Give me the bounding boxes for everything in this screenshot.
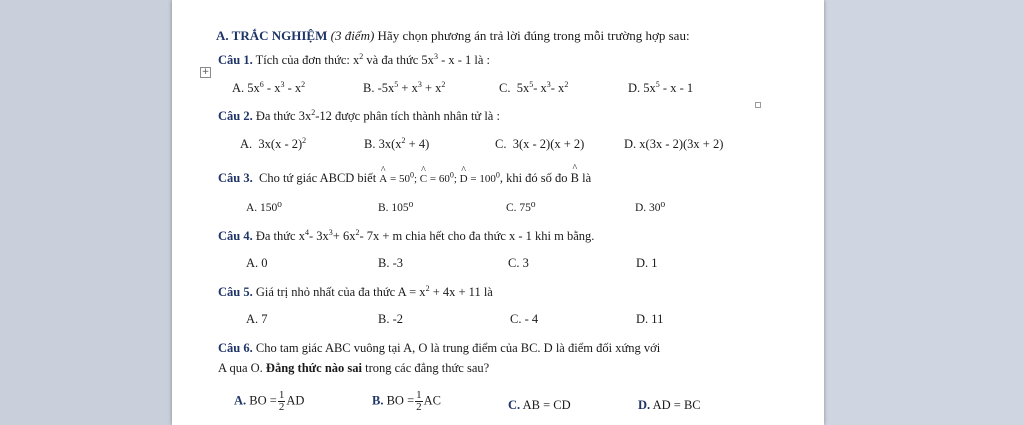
question-5-text-a: Giá trị nhỏ nhất của đa thức A = x bbox=[255, 285, 426, 299]
q1-option-d-label: D. bbox=[628, 81, 641, 95]
q6-option-c-label: C. bbox=[508, 398, 521, 412]
q6-option-a-fraction bbox=[278, 390, 286, 413]
section-instruction: Hãy chọn phương án trả lời đúng trong mỗi trường hợp sau: bbox=[377, 28, 690, 43]
q2-option-c-label: C. bbox=[495, 137, 507, 151]
q6-option-b-rhs: AC bbox=[423, 393, 442, 408]
question-6-line-1 bbox=[218, 341, 660, 356]
question-3-text-a: Cho tứ giác ABCD biết bbox=[258, 171, 377, 185]
q1-option-d[interactable]: D. $5x^5$ - x - 1 bbox=[628, 79, 694, 95]
q1-option-a[interactable]: A. $5x^6 - x^3 - x^2$ bbox=[232, 79, 306, 95]
q6-option-b-fraction bbox=[415, 390, 423, 413]
left-margin-area bbox=[0, 0, 172, 425]
q6-option-b-num: 1 bbox=[416, 389, 422, 401]
q1-option-b[interactable]: B. $-5x^5 + x^3 + x^2$ bbox=[363, 79, 446, 95]
question-6-emphasis: Đẳng thức nào sai bbox=[265, 361, 362, 375]
q6-option-a-den: 2 bbox=[278, 401, 285, 413]
q2-option-b-label: B. bbox=[364, 137, 376, 151]
question-6-text-line-2a: A qua O. bbox=[218, 361, 263, 375]
q1-exp-2: 3 bbox=[433, 51, 438, 61]
q6-option-c[interactable] bbox=[508, 398, 571, 413]
q6-option-d[interactable] bbox=[638, 398, 701, 413]
question-3-number: Câu 3. bbox=[218, 171, 253, 185]
angle-b: ^ B bbox=[571, 171, 579, 186]
q6-option-a-num: 1 bbox=[278, 389, 285, 401]
question-5-text-b: + 4x + 11 là bbox=[429, 285, 493, 299]
section-label: A. TRẮC NGHIỆM bbox=[216, 28, 328, 43]
paragraph-marker-icon bbox=[755, 102, 761, 108]
q4-option-c[interactable]: C. 3 bbox=[508, 256, 529, 270]
question-4-text-d: - 7x + m chia hết cho đa thức x - 1 khi m bằng. bbox=[359, 229, 595, 243]
q6-option-b-lhs: BO = bbox=[386, 393, 415, 408]
q6-option-a[interactable] bbox=[234, 390, 304, 413]
q5-option-a[interactable]: A. 7 bbox=[246, 312, 268, 326]
q1-option-a-label: A. bbox=[232, 81, 245, 95]
question-3 bbox=[218, 171, 591, 186]
q6-option-b-label: B. bbox=[372, 393, 384, 408]
question-2: Câu 2. Đa thức $3x^2-12$ được phân tích thành nhân tử là : bbox=[218, 107, 500, 123]
q1-option-c-label: C. bbox=[499, 81, 511, 95]
question-2-text-b: -12 được phân tích thành nhân tử là : bbox=[315, 109, 500, 123]
q3-option-c[interactable]: C. 75⁰ bbox=[506, 202, 536, 214]
q6-option-d-label: D. bbox=[638, 398, 651, 412]
question-4-number: Câu 4. bbox=[218, 229, 253, 243]
question-4: Câu 4. Đa thức $x^4-$ $3x^3+ 6x^2-$ 7x + m chia hết cho đa thức x - 1 khi m bằng. bbox=[218, 227, 595, 243]
q2-option-d[interactable]: D. x(3x - 2)(3x + 2) bbox=[624, 137, 724, 151]
section-points: (3 điểm) bbox=[330, 28, 375, 43]
q3-option-a[interactable]: A. 150⁰ bbox=[246, 202, 282, 214]
question-4-text-b: - 3x bbox=[308, 229, 329, 243]
q2-option-a[interactable]: A. 3x(x - 2)$^2$ bbox=[240, 135, 307, 151]
expand-handle-icon[interactable]: + bbox=[201, 67, 210, 77]
q5-option-b[interactable]: B. -2 bbox=[378, 312, 403, 326]
q4-option-a[interactable]: A. 0 bbox=[246, 256, 268, 270]
question-5-number: Câu 5. bbox=[218, 285, 253, 299]
angle-conditions: ^ $A = 50^0$; ^ $C = 60^0$; ^ $D = 100^0$ bbox=[379, 173, 500, 185]
question-3-text-b: , khi đó số đo bbox=[499, 171, 568, 185]
q6-option-d-text: AD = BC bbox=[652, 398, 701, 412]
question-2-text-a: Đa thức 3x bbox=[255, 109, 312, 123]
q5-option-c[interactable]: C. - 4 bbox=[510, 312, 539, 326]
question-1-number: Câu 1. bbox=[218, 53, 253, 67]
q4-option-d[interactable]: D. 1 bbox=[636, 256, 658, 270]
question-5: Câu 5. Giá trị nhỏ nhất của đa thức $A = x^2 + 4x + 11$ là bbox=[218, 283, 493, 299]
question-6-number: Câu 6. bbox=[218, 341, 253, 355]
q4-option-b[interactable]: B. -3 bbox=[378, 256, 403, 270]
q2-option-b[interactable]: B. $3x(x^2 + 4)$ bbox=[364, 135, 430, 151]
q3-option-b[interactable]: B. 105⁰ bbox=[378, 202, 414, 214]
question-1 bbox=[218, 53, 490, 68]
q3-option-d[interactable]: D. 30⁰ bbox=[635, 202, 666, 214]
question-1-text-a: Tích của đơn thức: x bbox=[255, 53, 360, 67]
question-2-number: Câu 2. bbox=[218, 109, 253, 123]
question-6-line-2 bbox=[218, 361, 489, 376]
q5-option-d[interactable]: D. 11 bbox=[636, 312, 664, 326]
question-1-text-c: - x - 1 là : bbox=[437, 53, 491, 67]
q1-option-b-label: B. bbox=[363, 81, 375, 95]
section-heading bbox=[216, 28, 690, 44]
q6-option-b[interactable] bbox=[372, 390, 441, 413]
q2-option-d-label: D. bbox=[624, 137, 637, 151]
q6-option-a-lhs: BO = bbox=[249, 393, 277, 408]
q6-option-a-label: A. bbox=[234, 393, 247, 408]
question-6-text-line-2c: trong các đẳng thức sau? bbox=[365, 361, 490, 375]
q1-exp-1: 2 bbox=[359, 51, 364, 61]
q6-option-b-den: 2 bbox=[416, 401, 422, 413]
question-6-text-line-1: Cho tam giác ABC vuông tại A, O là trung điểm của BC. D là điểm đối xứng với bbox=[255, 341, 661, 355]
q6-option-c-text: AB = CD bbox=[522, 398, 571, 412]
q1-option-c[interactable]: C. $5x^5-$ $x^3-$ $x^2$ bbox=[499, 79, 569, 95]
q6-option-a-rhs: AD bbox=[286, 393, 305, 408]
question-4-text-c: + 6x bbox=[332, 229, 356, 243]
question-3-text-c: là bbox=[582, 171, 592, 185]
document-page[interactable] bbox=[172, 0, 824, 425]
question-1-text-b: và đa thức 5x bbox=[363, 53, 434, 67]
question-4-text-a: Đa thức x bbox=[255, 229, 305, 243]
q2-option-c[interactable]: C. 3(x - 2)(x + 2) bbox=[495, 137, 585, 151]
q2-option-a-label: A. bbox=[240, 137, 253, 151]
